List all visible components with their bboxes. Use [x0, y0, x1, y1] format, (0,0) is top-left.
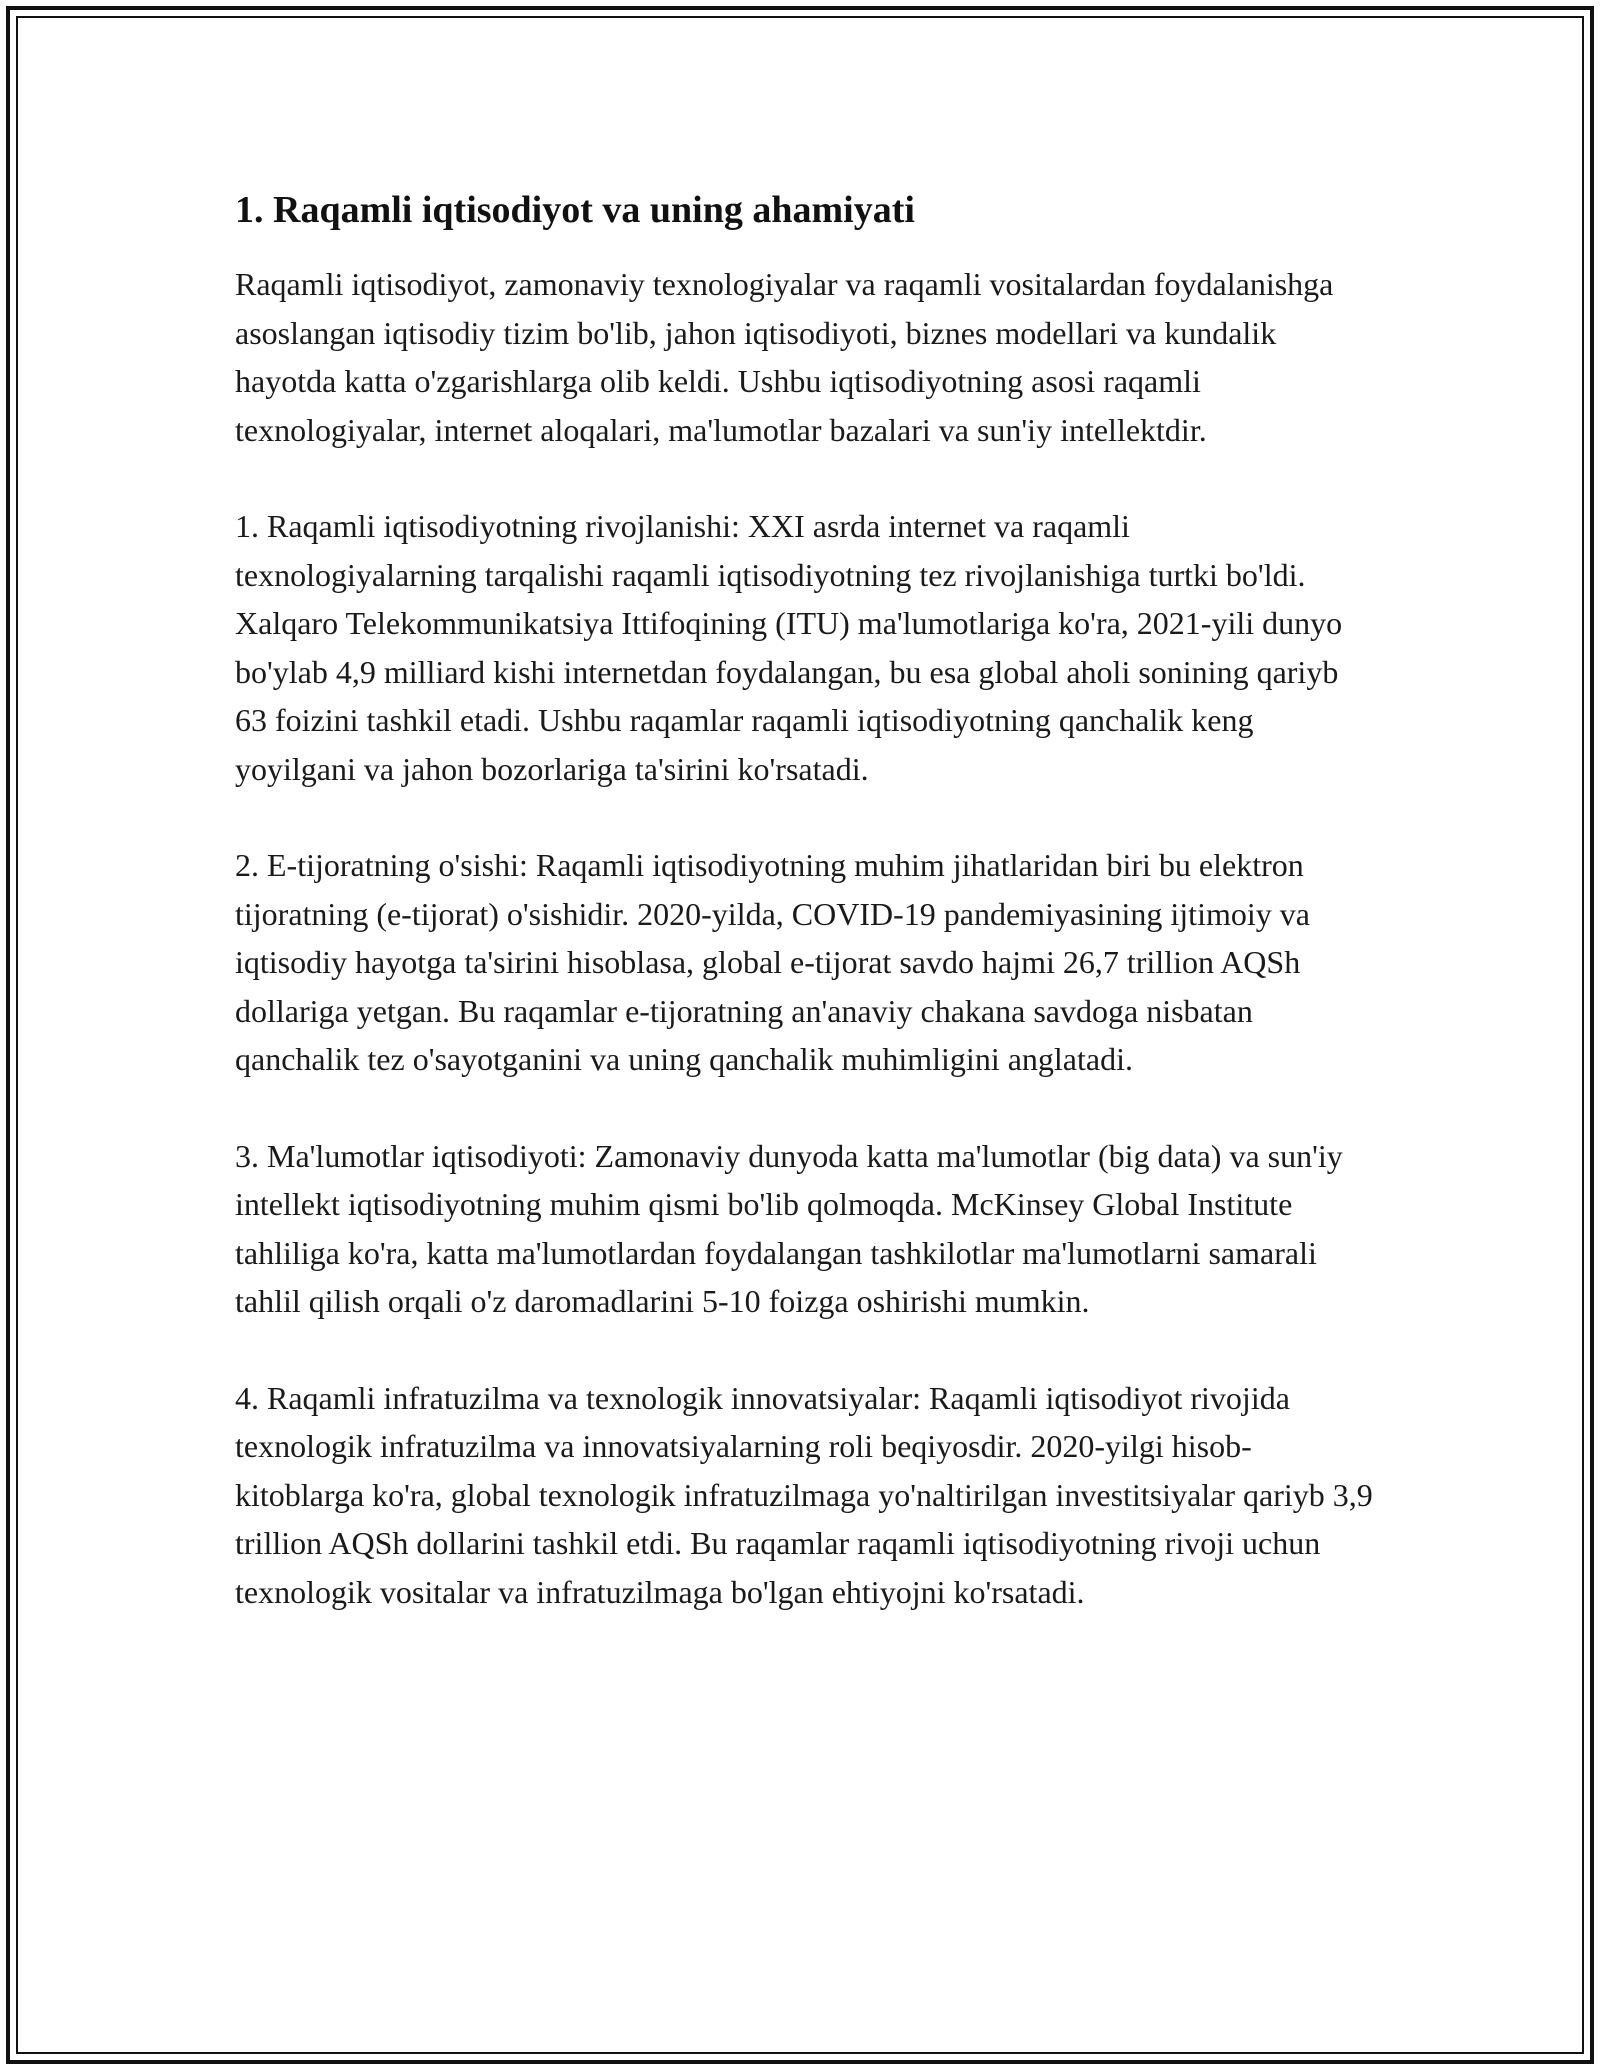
- section-paragraph-2: 2. E-tijoratning o'sishi: Raqamli iqtisodiyotning muhim jihatlaridan biri bu elektron tijoratning (e-tijorat) o'sishidir. 2020-yilda, COVID-19 pandemiyasining ijtimoiy va iqtisodiy hayotga ta'sirini hisoblasa, global e-tijorat savdo hajmi 26,7 trillion AQSh dollariga yetgan. Bu raqamlar e-tijoratning an'anaviy chakana savdoga nisbatan qanchalik tez o'sayotganini va uning qanchalik muhimligini anglatadi.: [235, 847, 1310, 1077]
- document-title: 1. Raqamli iqtisodiyot va uning ahamiyati: [235, 189, 915, 231]
- section-paragraph-3: 3. Ma'lumotlar iqtisodiyoti: Zamonaviy dunyoda katta ma'lumotlar (big data) va sun'iy intellekt iqtisodiyotning muhim qismi bo'lib qolmoqda. McKinsey Global Institute tahliliga ko'ra, katta ma'lumotlardan foydalangan tashkilotlar ma'lumotlarni samarali tahlil qilish orqali o'z daromadlarini 5-10 foizga oshirishi mumkin.: [235, 1137, 1343, 1319]
- section-paragraph-1: 1. Raqamli iqtisodiyotning rivojlanishi: XXI asrda internet va raqamli texnologiyalarning tarqalishi raqamli iqtisodiyotning tez rivojlanishiga turtki bo'ldi. Xalqaro Telekommunikatsiya Ittifoqining (ITU) ma'lumotlariga ko'ra, 2021-yili dunyo bo'ylab 4,9 milliard kishi internetdan foydalangan, bu esa global aholi sonining qariyb 63 foizini tashkil etadi. Ushbu raqamlar raqamli iqtisodiyotning qanchalik keng yoyilgani va jahon bozorlariga ta'sirini ko'rsatadi.: [235, 508, 1343, 787]
- section-paragraph-4: 4. Raqamli infratuzilma va texnologik innovatsiyalar: Raqamli iqtisodiyot rivojida texnologik infratuzilma va innovatsiyalarning roli beqiyosdir. 2020-yilgi hisob-kitoblarga ko'ra, global texnologik infratuzilmaga yo'naltirilgan investitsiyalar qariyb 3,9 trillion AQSh dollarini tashkil etdi. Bu raqamlar raqamli iqtisodiyotning rivoji uchun texnologik vositalar va infratuzilmaga bo'lgan ehtiyojni ko'rsatadi.: [235, 1379, 1373, 1610]
- intro-paragraph: Raqamli iqtisodiyot, zamonaviy texnologiyalar va raqamli vositalardan foydalanishga asoslangan iqtisodiy tizim bo'lib, jahon iqtisodiyoti, biznes modellari va kundalik hayotda katta o'zgarishlarga olib keldi. Ushbu iqtisodiyotning asosi raqamli texnologiyalar, internet aloqalari, ma'lumotlar bazalari va sun'iy intellektdir.: [235, 266, 1334, 448]
- document-body: [235, 186, 1375, 1664]
